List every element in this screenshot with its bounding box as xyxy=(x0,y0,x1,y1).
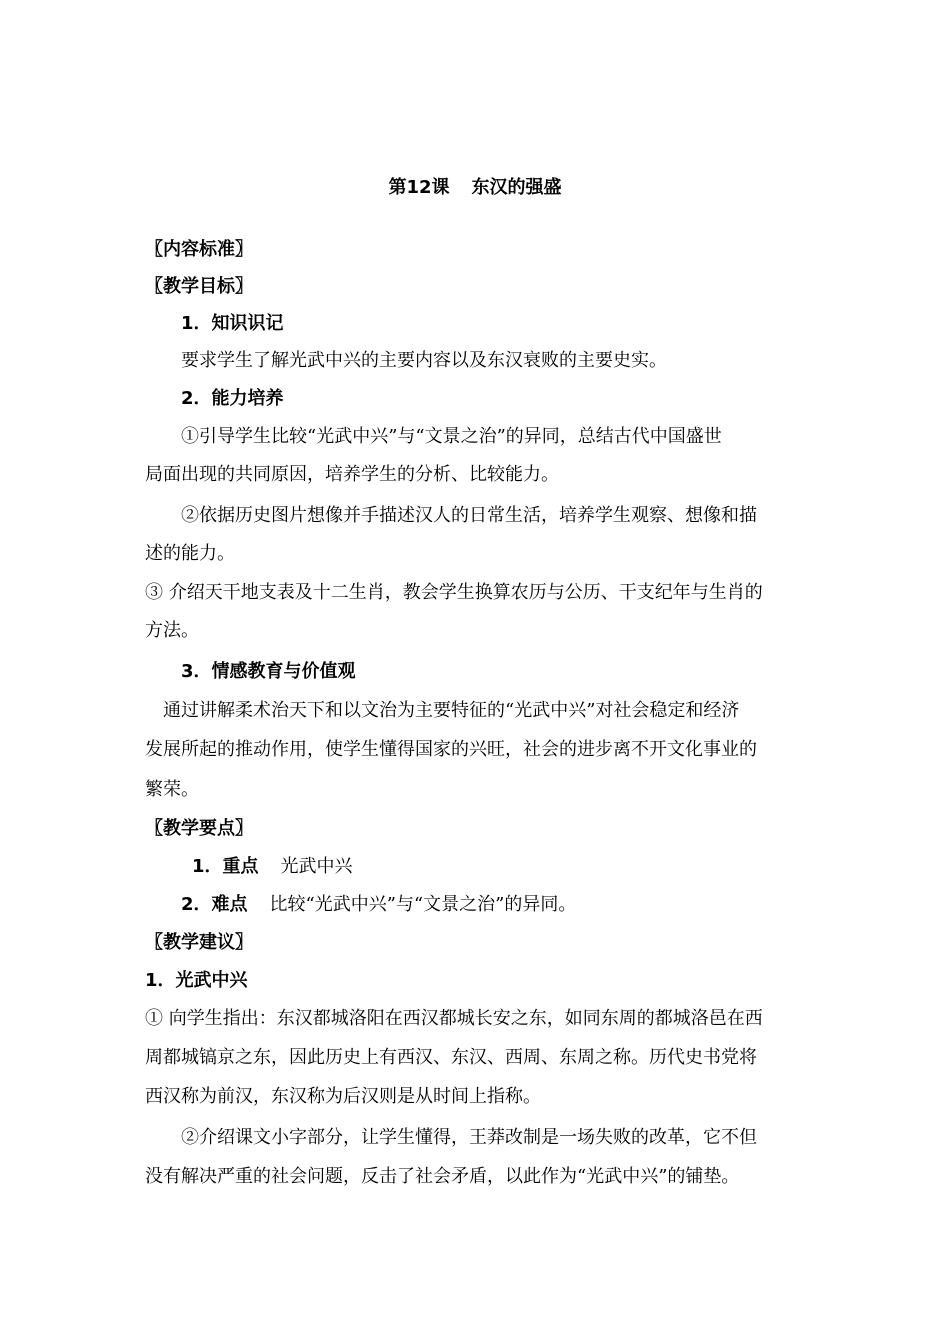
difficulty-row xyxy=(181,891,851,919)
ability-2-line1: ②依据历史图片想像并手描述汉人的日常生活，培养学生观察、想像和描 xyxy=(181,505,757,526)
suggestion-2-line1: ②介绍课文小字部分，让学生懂得，王莽改制是一场失败的改革，它不但 xyxy=(181,1127,757,1148)
ability-heading: 2．能力培养 xyxy=(181,388,284,409)
suggestion-1-line3: 西汉称为前汉，东汉称为后汉则是从时间上指称。 xyxy=(145,1086,541,1107)
section-key-points: 〖教学要点〗 xyxy=(145,818,253,839)
knowledge-heading: 1．知识识记 xyxy=(181,313,284,334)
focus-text: 光武中兴 xyxy=(280,856,353,877)
difficulty-text: 比较“光武中兴”与“文景之治”的异同。 xyxy=(269,894,577,915)
ability-3-line1: ③ 介绍天干地支表及十二生肖，教会学生换算农历与公历、干支纪年与生肖的 xyxy=(145,582,763,603)
lesson-title xyxy=(0,174,950,202)
emotion-line2: 发展所起的推动作用，使学生懂得国家的兴旺，社会的进步离不开文化事业的 xyxy=(145,739,757,760)
focus-row xyxy=(192,853,862,881)
ability-1-line2: 局面出现的共同原因，培养学生的分析、比较能力。 xyxy=(145,464,559,485)
suggestion-1-line1: ① 向学生指出：东汉都城洛阳在西汉都城长安之东，如同东周的都城洛邑在西 xyxy=(145,1008,763,1029)
ability-1-line1: ①引导学生比较“光武中兴”与“文景之治”的异同，总结古代中国盛世 xyxy=(181,426,722,447)
difficulty-label: 2．难点 xyxy=(181,894,248,915)
section-content-standard: 〖内容标准〗 xyxy=(145,239,253,260)
knowledge-text: 要求学生了解光武中兴的主要内容以及东汉衰败的主要史实。 xyxy=(181,350,667,371)
emotion-line3: 繁荣。 xyxy=(145,779,199,800)
section-suggestions: 〖教学建议〗 xyxy=(145,932,253,953)
emotion-heading: 3．情感教育与价值观 xyxy=(181,661,356,682)
focus-label: 1．重点 xyxy=(192,856,259,877)
suggestion-1-line2: 周都城镐京之东，因此历史上有西汉、东汉、西周、东周之称。历代史书党将 xyxy=(145,1047,757,1068)
section-teaching-goals: 〖教学目标〗 xyxy=(145,276,253,297)
suggestion-heading: 1．光武中兴 xyxy=(145,970,248,991)
suggestion-2-line2: 没有解决严重的社会问题，反击了社会矛盾，以此作为“光武中兴”的铺垫。 xyxy=(145,1166,740,1187)
ability-3-line2: 方法。 xyxy=(145,620,199,641)
lesson-name: 东汉的强盛 xyxy=(471,177,562,198)
emotion-line1: 通过讲解柔术治天下和以文治为主要特征的“光武中兴”对社会稳定和经济 xyxy=(163,700,740,721)
ability-2-line2: 述的能力。 xyxy=(145,543,235,564)
lesson-number: 第12课 xyxy=(388,177,450,198)
